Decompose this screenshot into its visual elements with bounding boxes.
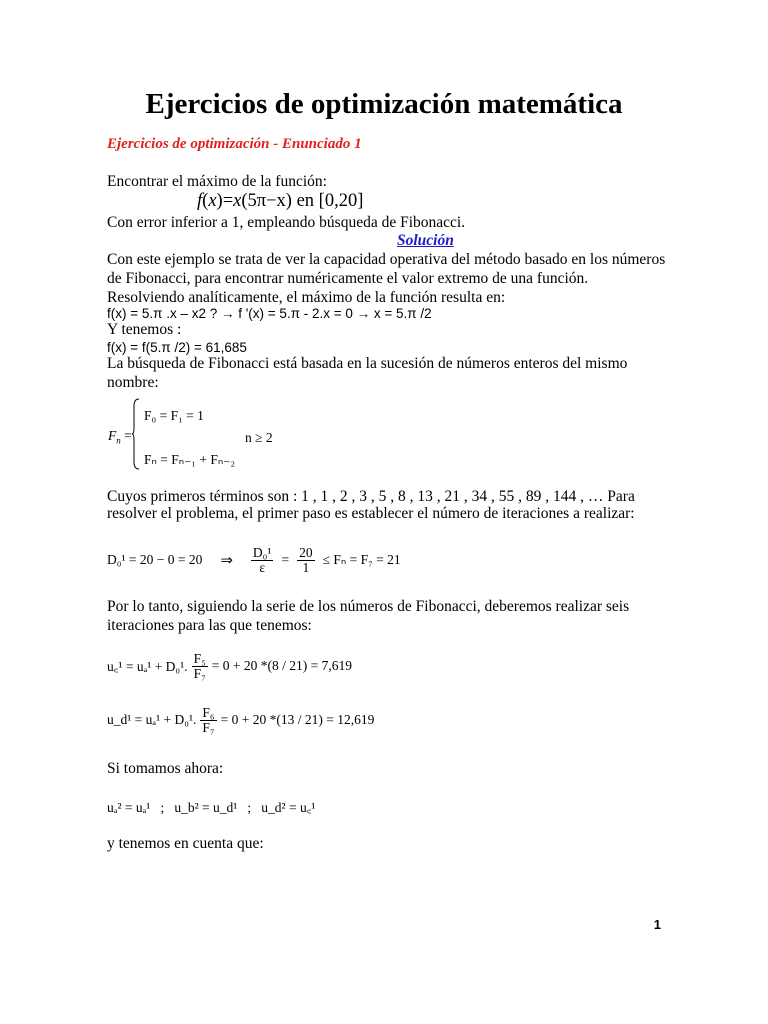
fib-condition: n ≥ 2	[245, 430, 273, 445]
page-title: Ejercicios de optimización matemática	[145, 88, 623, 120]
paragraph-4: Por lo tanto, siguiendo la serie de los números de Fibonacci, deberemos realizar seis iteraciones para las que tenemos:	[107, 598, 630, 634]
fraction-f6-f7: $\frac{\text{F₆}}{\text{F₇}}$	[202, 704, 215, 735]
equation-max-value: f(x) = f(5.π /2) = 61,685	[107, 340, 247, 355]
section-subtitle: Ejercicios de optimización - Enunciado 1	[107, 136, 362, 152]
paragraph-1: Con este ejemplo se trata de ver la capacidad operativa del método basado en los números de Fibonacci, para encontrar numéricamente el valor extremo de una función. Resolviendo analíticamente, el máximo de la función resulta en:	[107, 251, 666, 306]
function-expression: f(x)=x(5π−x) en [0,20]	[197, 191, 364, 211]
equation-uc1: u꜀¹ = uₐ¹ + D₀¹. $\frac{\text{F₅}}{\text{F₇}}$ = 0 + 20 *(8 / 21) = 7,619	[107, 650, 352, 681]
function-x: x	[208, 191, 217, 211]
si-tomamos-text: Si tomamos ahora:	[107, 760, 224, 777]
tenemos-cuenta-text: y tenemos en cuenta que:	[107, 835, 264, 852]
solution-link[interactable]: Solución	[397, 232, 454, 249]
function-x2: x	[233, 191, 242, 211]
paragraph-3b: resolver el problema, el primer paso es establecer el número de iteraciones a realizar:	[107, 505, 635, 522]
fib-case-2: Fₙ = Fₙ₋₁ + Fₙ₋₂	[144, 452, 236, 467]
intro-text: Encontrar el máximo de la función:	[107, 173, 327, 190]
fraction-f5-f7: $\frac{\text{F₅}}{\text{F₇}}$	[193, 650, 206, 681]
function-f: f	[197, 191, 203, 211]
fib-lhs: $F_n$ =	[108, 428, 132, 446]
page-number: 1	[653, 917, 661, 932]
curly-brace-icon	[132, 398, 140, 470]
equation-ud1: u_d¹ = uₐ¹ + D₀¹. $\frac{\text{F₆}}{\text{F₇}}$ = 0 + 20 *(13 / 21) = 12,619	[107, 704, 375, 735]
fraction-20-1: $\frac{20}{1}$	[299, 544, 313, 575]
paragraph-3a: Cuyos primeros términos son : 1 , 1 , 2 , 3 , 5 , 8 , 13 , 21 , 34 , 55 , 89 , 144 , … Para	[107, 488, 635, 505]
fraction-d-eps: $\frac{\text{D₀¹}}{\varepsilon}$	[252, 544, 272, 575]
equation-iterations: D₀¹ = 20 − 0 = 20 ⇒ $\frac{\text{D₀¹}}{\varepsilon}$ = $\frac{20}{1}$ ≤ Fₙ = F₇ = 21	[107, 544, 401, 575]
paragraph-2: La búsqueda de Fibonacci está basada en la sucesión de números enteros del mismo nombre:	[107, 355, 628, 391]
y-tenemos-text: Y tenemos :	[107, 321, 182, 338]
function-rest: (5π−x) en [0,20]	[241, 191, 364, 211]
fib-case-1: F₀ = F₁ = 1	[144, 408, 204, 423]
error-text: Con error inferior a 1, empleando búsqueda de Fibonacci.	[107, 214, 466, 231]
equation-reassign: uₐ² = uₐ¹ ; u_b² = u_d¹ ; u_d² = u꜀¹	[107, 800, 316, 815]
equation-derivative: f(x) = 5.π .x – x2 ? → f '(x) = 5.π - 2.x = 0 → x = 5.π /2	[107, 306, 432, 321]
